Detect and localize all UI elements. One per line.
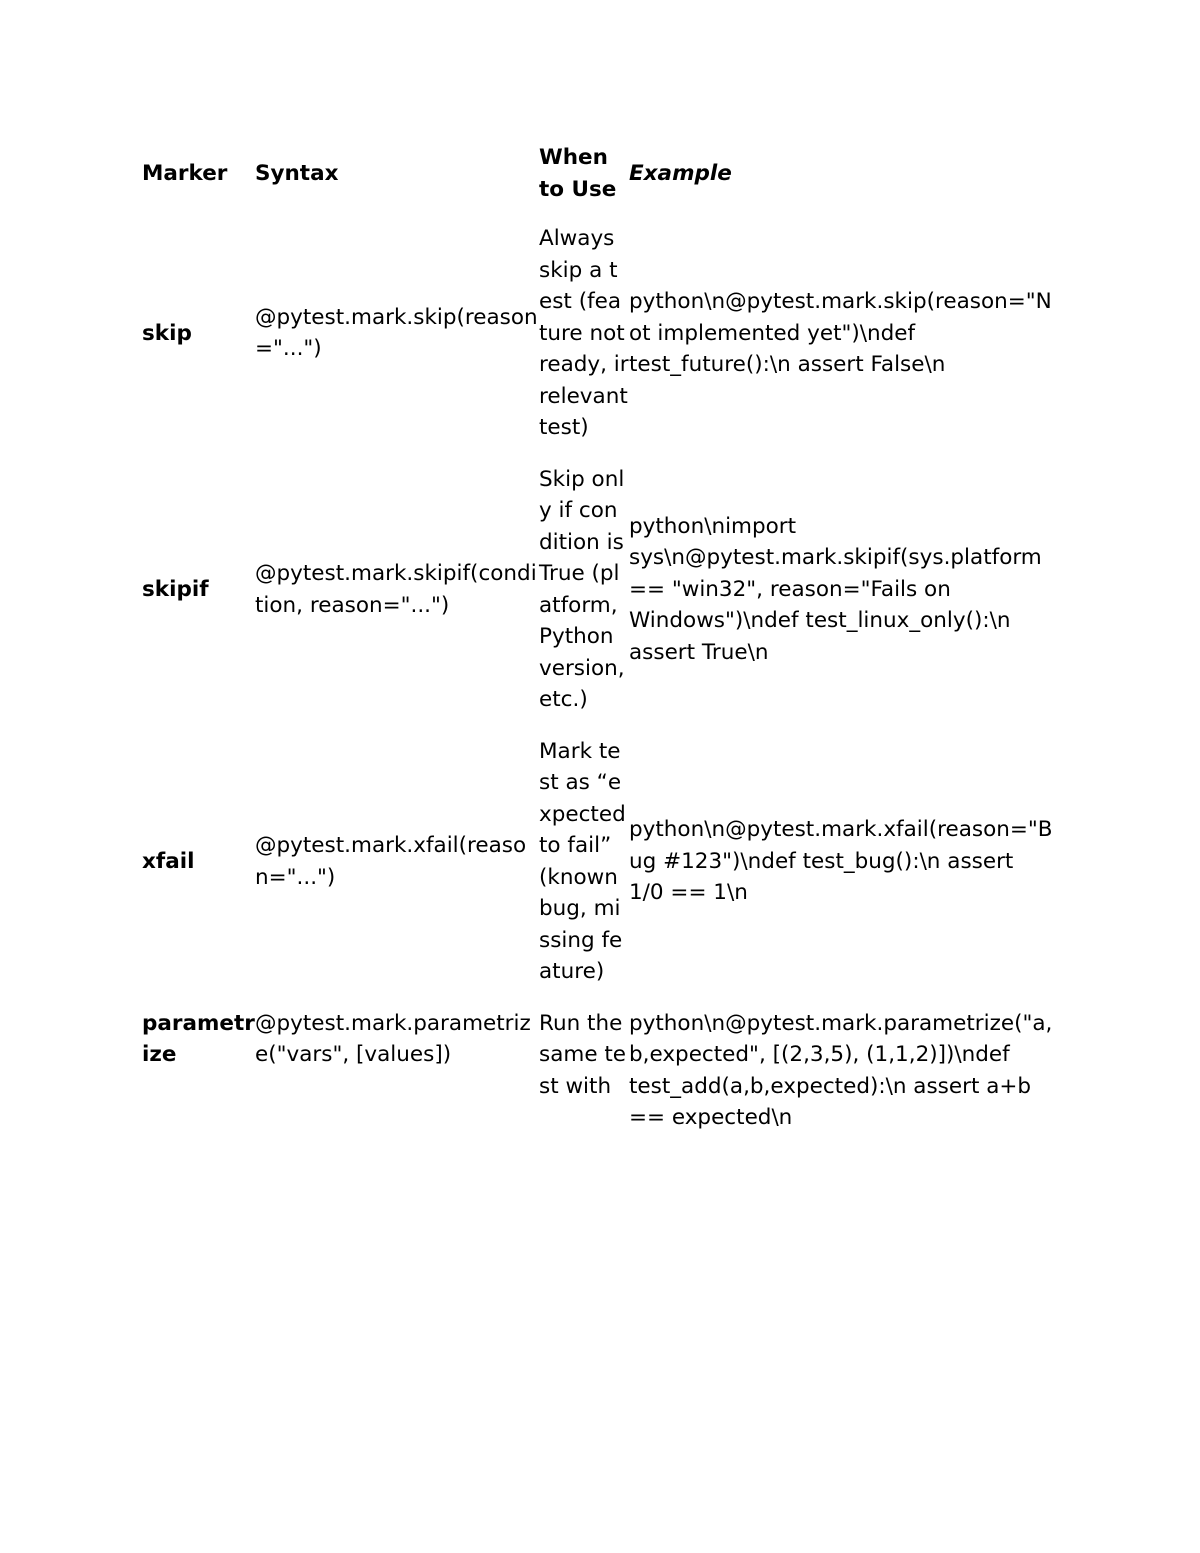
when-cell: Mark test as “expected to fail” (known bug, missing feature): [539, 738, 626, 984]
example-cell: python\n@pytest.mark.xfail(reason="Bug #123")\ndef test_bug():\n assert 1/0 == 1\n: [629, 817, 1053, 906]
header-example: Example: [629, 160, 732, 186]
table-row: [142, 223, 1053, 464]
example-cell: python\nimport sys\n@pytest.mark.skipif(sys.platform == "win32", reason="Fails on Windows")\ndef test_linux_only():\n assert True\n: [629, 513, 1042, 665]
pytest-markers-table: [142, 142, 1053, 1154]
table-header-row: [142, 142, 1053, 223]
syntax-cell: @pytest.mark.skipif(condition, reason="..."): [255, 561, 537, 618]
table-row: [142, 1008, 1053, 1154]
when-cell: Run the same test with: [539, 1010, 627, 1099]
when-cell: Always skip a test (feature not ready, irrelevant test): [539, 226, 629, 440]
syntax-cell: @pytest.mark.parametrize("vars", [values]): [255, 1010, 531, 1067]
table-row: [142, 464, 1053, 736]
marker-cell: parametrize: [142, 1010, 255, 1067]
header-marker: Marker: [142, 160, 228, 186]
syntax-cell: @pytest.mark.xfail(reason="..."): [255, 833, 527, 890]
header-when-to-use: When to Use: [539, 145, 617, 202]
marker-cell: skipif: [142, 576, 209, 602]
marker-cell: skip: [142, 320, 192, 346]
header-syntax: Syntax: [255, 160, 339, 186]
syntax-cell: @pytest.mark.skip(reason="..."): [255, 304, 538, 362]
table-row: [142, 736, 1053, 1008]
example-cell: python\n@pytest.mark.skip(reason="Not implemented yet")\ndef test_future():\n assert False\n: [629, 289, 1052, 377]
marker-cell: xfail: [142, 848, 195, 874]
document-page: [142, 142, 1062, 1154]
when-cell: Skip only if condition is True (platform, Python version, etc.): [539, 466, 625, 712]
example-cell: python\n@pytest.mark.parametrize("a,b,expected", [(2,3,5), (1,1,2)])\ndef test_add(a,b,expected):\n assert a+b == expected\n: [629, 1010, 1053, 1130]
